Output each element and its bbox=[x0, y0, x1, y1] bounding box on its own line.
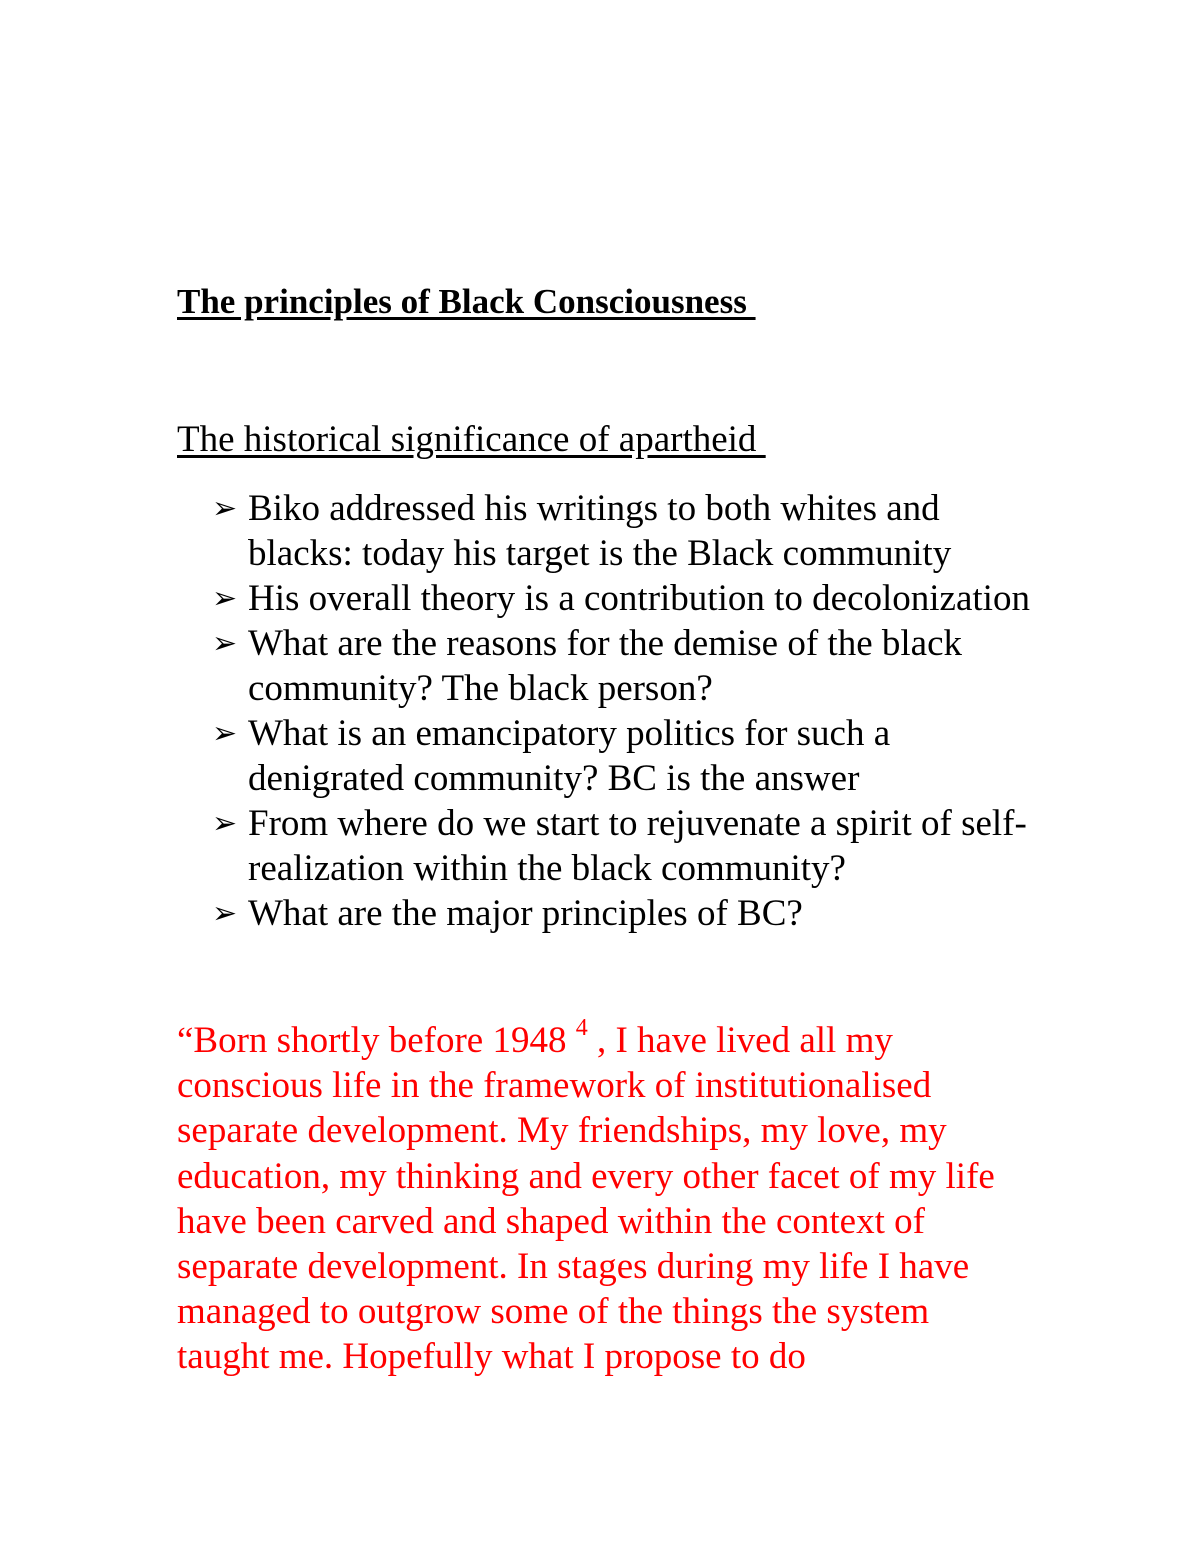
list-item-text: Biko addressed his writings to both whites and blacks: today his target is the Black community bbox=[248, 488, 952, 574]
list-item bbox=[212, 711, 1032, 801]
list-item-text: What is an emancipatory politics for such a denigrated community? BC is the answer bbox=[248, 713, 891, 799]
list-item bbox=[212, 576, 1032, 621]
quote-text-rest: , I have lived all my conscious life in the framework of institutionalised separate development. My friendships, my love, my education, my thinking and every other facet of my life have been carved and shaped within the context of separate development. In stages during my life I have managed to outgrow some of the things the system taught me. Hopefully what I propose to do bbox=[177, 1020, 995, 1378]
arrowhead-bullet-icon: ➢ bbox=[212, 806, 238, 841]
arrowhead-bullet-icon: ➢ bbox=[212, 626, 238, 661]
list-item-text: What are the major principles of BC? bbox=[248, 893, 803, 934]
arrowhead-bullet-icon: ➢ bbox=[212, 716, 238, 751]
quote-text-start: “Born shortly before 1948 bbox=[177, 1020, 576, 1061]
footnote-marker: 4 bbox=[575, 1014, 588, 1041]
section-heading: The historical significance of apartheid bbox=[177, 419, 766, 460]
list-item-text: What are the reasons for the demise of the black community? The black person? bbox=[248, 623, 963, 709]
list-item bbox=[212, 621, 1032, 711]
list-item bbox=[212, 891, 1032, 936]
bullet-list bbox=[212, 486, 1032, 936]
list-item-text: His overall theory is a contribution to decolonization bbox=[248, 578, 1030, 619]
arrowhead-bullet-icon: ➢ bbox=[212, 491, 238, 526]
quote-paragraph bbox=[177, 1014, 1017, 1380]
list-item bbox=[212, 486, 1032, 576]
list-item bbox=[212, 801, 1032, 891]
arrowhead-bullet-icon: ➢ bbox=[212, 896, 238, 931]
page-title: The principles of Black Consciousness bbox=[177, 282, 756, 321]
list-item-text: From where do we start to rejuvenate a spirit of self-realization within the black community? bbox=[248, 803, 1027, 889]
arrowhead-bullet-icon: ➢ bbox=[212, 581, 238, 616]
